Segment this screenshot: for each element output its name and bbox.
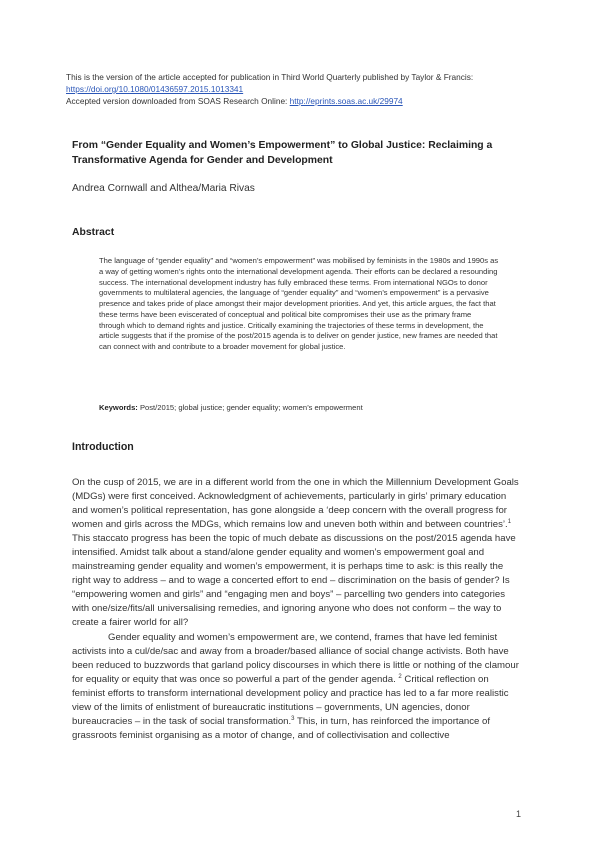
paragraph-2-part-b: Critical reflection on feminist efforts to transform international development policy and practice has led to a far more realistic view of the limits of enlistment of bureaucratic institutions – governments, UN agencies, donor bureaucracies – in the task of social transformation. [72, 673, 509, 727]
keywords-label: Keywords: [99, 403, 138, 412]
article-authors: Andrea Cornwall and Althea/Maria Rivas [72, 183, 255, 194]
page-number: 1 [516, 809, 522, 819]
footnote-ref-2[interactable]: 2 [398, 673, 402, 680]
repository-note [66, 95, 536, 107]
paragraph-1-part-a: On the cusp of 2015, we are in a different world from the one in which the Millennium Development Goals (MDGs) were first conceived. Acknowledgment of achievements, particularly in girls’ primary education and women’s political representation, has gone alongside a ‘deep concern with the overall progress for women and girls across the MDGs, which remains low and uneven both within and between countries’. [72, 477, 519, 531]
paragraph-1-part-b: This staccato progress has been the topic of much debate as discussions on the post/2015 agenda have intensified. Amidst talk about a stand/alone gender equality and women’s empowerment goal and mainstreaming gender equality and women’s empowerment, it is perhaps time to ask: is this really the right way to address – and to wage a concerted effort to end – discrimination on the basis of gender? Is “empowering women and girls” and “engaging men and boys” – parcelling two genders into categories with one/size/fits/all universalising remedies, and ignoring anyone who does not conform – the way to create a fairer world for all? [72, 533, 516, 629]
keywords-line [99, 403, 499, 412]
article-title: From “Gender Equality and Women’s Empowerment” to Global Justice: Reclaiming a Transformative Agenda for Gender and Development [72, 140, 493, 166]
publication-note [66, 71, 536, 107]
abstract-text: The language of “gender equality” and “women’s empowerment” was mobilised by feminists in the 1980s and 1990s as a way of getting women’s rights onto the international development agenda. Their efforts can be declared a resounding success. The international development industry has fully embraced these terms. From international NGOs to donor governments to multilateral agencies, the language of “gender equality” and “women’s empowerment” is a pervasive presence and takes pride of place amongst their major development priorities. And yet, this article argues, the fact that these terms have been eviscerated of conceptual and political bite compromises their use as the primary frame through which to demand rights and justice. Critically examining the trajectories of these terms in development, the article suggests that if the promise of the post/2015 agenda is to deliver on gender justice, new frames are needed that can connect with and contribute to a broader movement for global justice. [99, 256, 499, 351]
paragraph-2-part-c: This, in turn, has reinforced the importance of grassroots feminist organising as a motor of change, and of collectivisation and collective [72, 715, 491, 741]
repository-note-prefix: Accepted version downloaded from SOAS Research Online: [66, 96, 290, 106]
soas-link[interactable]: http://eprints.soas.ac.uk/29974 [289, 96, 403, 106]
introduction-body [72, 476, 524, 743]
paragraph-2-part-a: Gender equality and women’s empowerment are, we contend, frames that have led feminist activists into a cul/de/sac and away from a broader/based alliance of social change activists. Both have been reduced to buzzwords that garland policy discourses in which there is little or nothing of the clamour for equality or equity that was once so powerful a part of the gender agenda. [72, 631, 519, 685]
abstract-heading: Abstract [72, 227, 115, 238]
paragraph-2 [72, 631, 524, 743]
publication-statement: This is the version of the article accepted for publication in Third World Quarterly published by Taylor & Francis: [66, 72, 474, 82]
paragraph-1 [72, 476, 524, 631]
footnote-ref-3[interactable]: 3 [291, 715, 295, 722]
footnote-ref-1[interactable]: 1 [507, 519, 512, 526]
doi-link[interactable]: https://doi.org/10.1080/01436597.2015.1013341 [66, 84, 244, 94]
keywords-list: Post/2015; global justice; gender equality; women’s empowerment [137, 403, 363, 412]
introduction-heading: Introduction [72, 441, 134, 453]
